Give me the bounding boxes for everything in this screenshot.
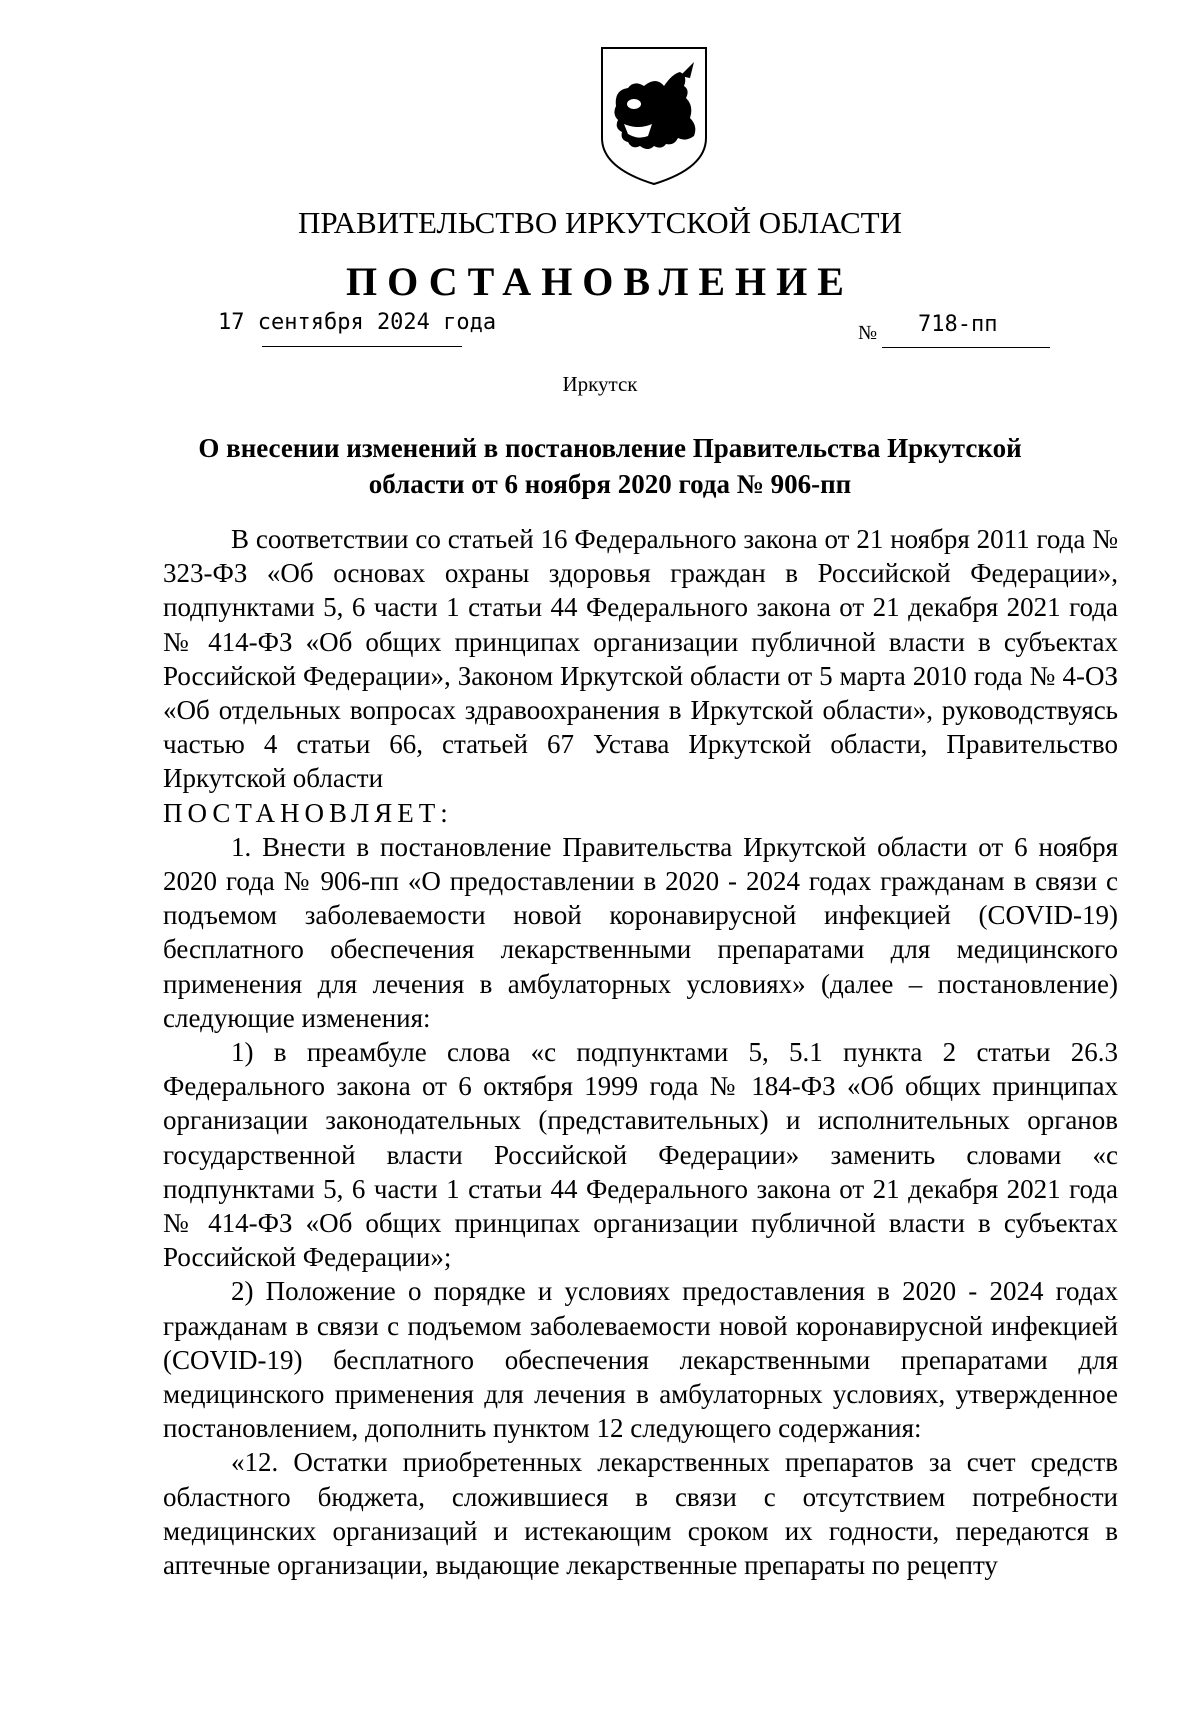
title-line-2: области от 6 ноября 2020 года № 906-пп (368, 469, 852, 499)
number-underline (882, 347, 1050, 348)
subitem-2-paragraph: 2) Положение о порядке и условиях предоставления в 2020 - 2024 годах гражданам в связи с подъемом заболеваемости новой коронавирусной инфекцией (COVID-19) бесплатного обеспечения лекарственными препаратами для медицинского применения для лечения в амбулаторных условиях, утвержденное постановлением, дополнить пунктом 12 следующего содержания: (163, 1276, 1118, 1444)
document-number: 718-пп (918, 312, 998, 337)
number-label: № (858, 322, 878, 344)
subitem-1-paragraph: 1) в преамбуле слова «с подпунктами 5, 5.1 пункта 2 статьи 26.3 Федерального закона от 6 октября 1999 года № 184-ФЗ «Об общих принципах организации законодательных (представительных) и исполнительных органов государственной власти Российской Федерации» заменить словами «с подпунктами 5, 6 части 1 статьи 44 Федерального закона от 21 декабря 2021 года № 414-ФЗ «Об общих принципах организации публичной власти в субъектах Российской Федерации»; (163, 1037, 1118, 1273)
point-12-paragraph: «12. Остатки приобретенных лекарственных препаратов за счет средств областного бюджета, сложившиеся в связи с отсутствием потребности медицинских организаций и истекающим сроком их годности, передаются в аптечные организации, выдающие лекарственные препараты по рецепту (163, 1447, 1118, 1581)
document-type: ПОСТАНОВЛЕНИЕ (346, 259, 854, 304)
document-title (150, 430, 1070, 502)
document-date: 17 сентября 2024 года (218, 310, 497, 335)
irkutsk-coat-of-arms-icon (598, 46, 710, 186)
document-body (163, 522, 1118, 1582)
date-underline (262, 346, 462, 347)
city: Иркутск (562, 372, 638, 396)
title-line-1: О внесении изменений в постановление Правительства Иркутской (198, 433, 1022, 463)
resolves-heading: ПОСТАНОВЛЯЕТ: (163, 797, 453, 828)
item-1-paragraph: 1. Внести в постановление Правительства Иркутской области от 6 ноября 2020 года № 906-пп «О предоставлении в 2020 - 2024 годах гражданам в связи с подъемом заболеваемости новой коронавирусной инфекцией (COVID-19) бесплатного обеспечения лекарственными препаратами для медицинского применения для лечения в амбулаторных условиях» (далее – постановление) следующие изменения: (163, 831, 1118, 1033)
preamble-paragraph: В соответствии со статьей 16 Федерального закона от 21 ноября 2011 года № 323-ФЗ «Об основах охраны здоровья граждан в Российской Федерации», подпунктами 5, 6 части 1 статьи 44 Федерального закона от 21 декабря 2021 года № 414-ФЗ «Об общих принципах организации публичной власти в субъектах Российской Федерации», Законом Иркутской области от 5 марта 2010 года № 4-ОЗ «Об отдельных вопросах здравоохранения в Иркутской области», руководствуясь частью 4 статьи 66, статьей 67 Устава Иркутской области, Правительство Иркутской области (163, 524, 1118, 794)
organization-name: ПРАВИТЕЛЬСТВО ИРКУТСКОЙ ОБЛАСТИ (297, 205, 902, 240)
